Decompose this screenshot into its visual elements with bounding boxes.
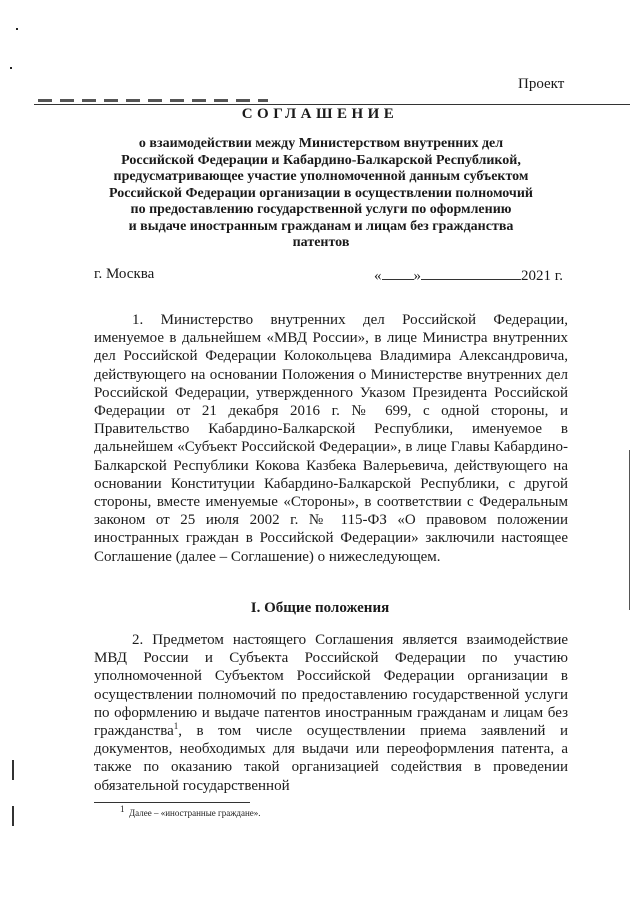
scan-dot bbox=[10, 67, 12, 69]
paragraph-1-text: 1. Министерство внутренних дел Российской Федерации, именуемое в дальнейшем «МВД России», в лице Министра внутренних дел Российской Федерации Колокольцева Владимира Александровича, действующего на основании Положения о Министерстве внутренних дел Российской Федерации, утвержденного Указом Президента Российской Федерации от 21 декабря 2016 г. № 699, с одной стороны, и Правительство Кабардино-Балкарской Республики, именуемое в дальнейшем «Субъект Российской Федерации», в лице Главы Кабардино-Балкарской Республики Кокова Казбека Валерьевича, действующего на основании Конституции Кабардино-Балкарской Республики, с другой стороны, вместе именуемые «Стороны», в соответствии с Федеральным законом от 25 июля 2002 г. № 115-ФЗ «О правовом положении иностранных граждан в Российской Федерации» заключили настоящее Соглашение (далее – Соглашение) о нижеследующем. bbox=[94, 312, 568, 565]
paragraph-2 bbox=[94, 631, 568, 795]
scan-edge-line bbox=[12, 806, 14, 826]
subtitle-line: Российской Федерации организации в осуществлении полномочий bbox=[109, 185, 533, 201]
footnote-text: Далее – «иностранные граждане». bbox=[129, 808, 261, 818]
footnote-number: 1 bbox=[120, 804, 125, 814]
month-blank bbox=[421, 266, 521, 280]
date-open-quote: « bbox=[374, 268, 382, 284]
paragraph-1 bbox=[94, 311, 568, 566]
document-subtitle bbox=[60, 136, 582, 252]
date-year: 2021 г. bbox=[521, 268, 563, 284]
paragraph-2-text-cont: , в том числе осуществлении приема заявлений и документов, необходимых для выдачи или переоформления патента, а также по оказанию такой организацией содействия в проведении обязательной государственной bbox=[94, 723, 568, 794]
section-heading: I. Общие положения bbox=[250, 600, 390, 616]
subtitle-line: по предоставлению государственной услуги по оформлению bbox=[130, 202, 512, 217]
subtitle-line: и выдаче иностранным гражданам и лицам без гражданства bbox=[128, 218, 514, 234]
day-blank bbox=[382, 266, 414, 280]
date-line bbox=[374, 266, 563, 285]
footnote-rule bbox=[94, 802, 250, 803]
project-label: Проект bbox=[518, 76, 565, 92]
scan-dashes bbox=[38, 99, 268, 102]
subtitle-line: Российской Федерации и Кабардино-Балкарской Республикой, bbox=[121, 152, 521, 168]
document-title: СОГЛАШЕНИЕ bbox=[241, 106, 399, 122]
subtitle-line: патентов bbox=[292, 235, 350, 250]
scan-dot bbox=[16, 28, 18, 30]
subtitle-line: предусматривающее участие уполномоченной данным субъектом bbox=[113, 169, 529, 184]
footnote bbox=[120, 804, 261, 818]
paragraph-2-text: 2. Предметом настоящего Соглашения является взаимодействие МВД России и Субъекта Российской Федерации по участию уполномоченной Субъектом Российской Федерации организации в осуществлении полномочий по предоставлению государственной услуги по оформлению и выдаче патентов иностранным гражданам и лицам без гражданства bbox=[94, 632, 568, 740]
scan-edge-line bbox=[12, 760, 14, 780]
footnote-marker: 1 bbox=[173, 721, 179, 732]
date-close-quote: » bbox=[413, 268, 421, 284]
subtitle-line: о взаимодействии между Министерством внутренних дел bbox=[138, 136, 504, 151]
header-rule bbox=[34, 104, 630, 105]
scan-edge-line bbox=[629, 450, 630, 610]
place-of-signing: г. Москва bbox=[94, 266, 155, 282]
